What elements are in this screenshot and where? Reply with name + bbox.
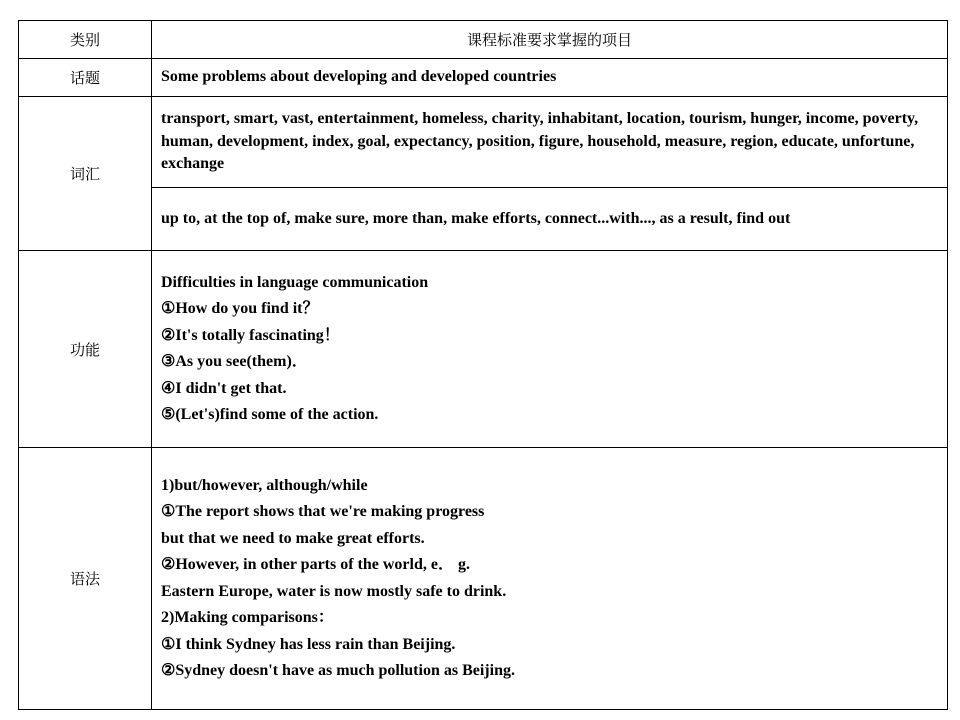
vocabulary-label: 词汇 — [19, 97, 152, 251]
functions-line: Difficulties in language communication — [161, 273, 429, 291]
topic-line: Some problems about developing and developed countries — [161, 68, 557, 86]
vocabulary-phrases: up to, at the top of, make sure, more than, make efforts, connect...with..., as a result, find out — [161, 209, 791, 227]
grammar-line: ①I think Sydney has less rain than Beijing. — [161, 635, 456, 653]
vocabulary-words: transport, smart, vast, entertainment, homeless, charity, inhabitant, location, tourism, hunger, income, poverty, human, development, index, goal, expectancy, position, figure, household, measure, region, educate, unfortune, exchange — [161, 110, 919, 173]
functions-line: ⑤(Let's)find some of the action. — [161, 406, 379, 423]
grammar-cell — [152, 448, 948, 710]
vocabulary-phrases-row — [19, 188, 948, 251]
grammar-line: Eastern Europe, water is now mostly safe to drink. — [161, 582, 507, 600]
topic-row — [19, 59, 948, 97]
curriculum-table — [18, 20, 948, 710]
header-row — [19, 21, 948, 59]
functions-cell — [152, 251, 948, 448]
vocabulary-words-cell — [152, 97, 948, 188]
grammar-row — [19, 448, 948, 710]
grammar-label: 语法 — [19, 448, 152, 710]
functions-line: ①How do you find it？ — [161, 300, 319, 317]
topic-label: 话题 — [19, 59, 152, 97]
grammar-line: ②However, in other parts of the world, e． g. — [161, 556, 470, 573]
functions-row — [19, 251, 948, 448]
grammar-line: 2)Making comparisons： — [161, 609, 334, 626]
grammar-line: 1)but/however, although/while — [161, 476, 368, 494]
grammar-line: but that we need to make great efforts. — [161, 529, 425, 547]
functions-label: 功能 — [19, 251, 152, 448]
grammar-line: ①The report shows that we're making progress — [161, 503, 485, 520]
grammar-line: ②Sydney doesn't have as much pollution as Beijing. — [161, 662, 515, 679]
header-items: 课程标准要求掌握的项目 — [152, 21, 948, 59]
functions-line: ④I didn't get that. — [161, 379, 287, 397]
vocabulary-words-row — [19, 97, 948, 188]
header-category: 类别 — [19, 21, 152, 59]
topic-text — [152, 59, 948, 97]
functions-line: ③As you see(them)． — [161, 353, 308, 370]
vocabulary-phrases-cell — [152, 188, 948, 251]
functions-line: ②It's totally fascinating！ — [161, 326, 340, 344]
